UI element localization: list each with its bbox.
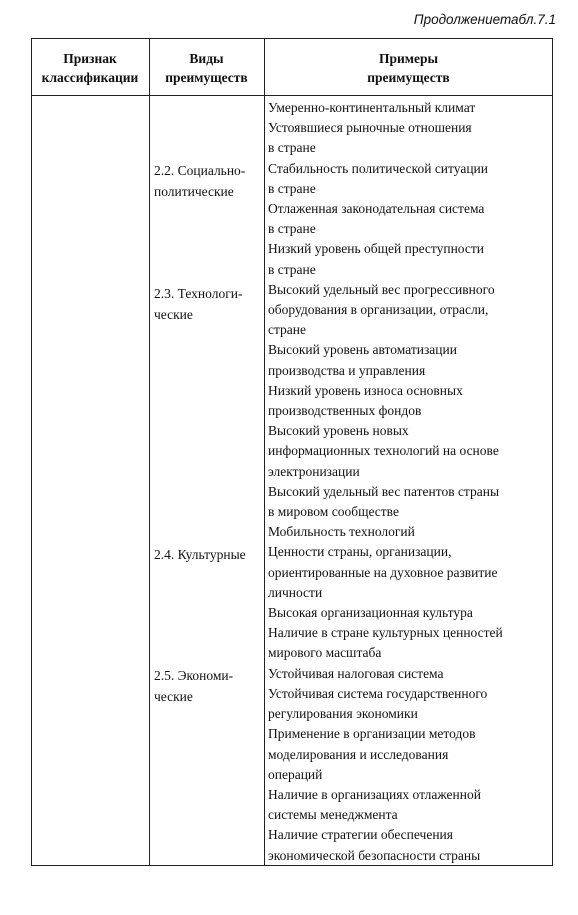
header-divider bbox=[31, 95, 553, 96]
example-line: мирового масштаба bbox=[268, 645, 382, 661]
example-line: Умеренно-континентальный климат bbox=[268, 100, 476, 115]
example-line: Наличие стратегии обеспечения bbox=[268, 827, 453, 843]
example-line: производственных фондов bbox=[268, 403, 422, 419]
group-label-line1: 2.4. Культурные bbox=[154, 547, 246, 562]
example-line: Высокий удельный вес прогрессивного bbox=[268, 281, 495, 297]
example-line: Устойчивая налоговая система bbox=[268, 665, 444, 681]
example-line: Высокий удельный вес патентов страны bbox=[268, 483, 500, 499]
example-line: Устоявшиеся рыночные отношения bbox=[268, 120, 472, 136]
example-line: Применение в организации методов bbox=[268, 726, 476, 742]
header-types-line2: преимуществ bbox=[165, 70, 248, 85]
example-line: экономической безопасности страны bbox=[268, 847, 481, 863]
example-line: регулирования экономики bbox=[268, 706, 418, 722]
example-line: моделирования и исследования bbox=[268, 746, 449, 762]
example-line: Ценности страны, организации, bbox=[268, 544, 452, 560]
example-line: Отлаженная законодательная система bbox=[268, 201, 485, 217]
example-line: информационных технологий на основе bbox=[268, 443, 499, 459]
example-line: Высокая организационная культура bbox=[268, 605, 473, 621]
group-label-line2: политические bbox=[154, 184, 234, 199]
example-line: Устойчивая система государственного bbox=[268, 685, 488, 701]
example-line: Низкий уровень общей преступности bbox=[268, 241, 485, 257]
group-label-line1: 2.3. Технологи- bbox=[154, 286, 243, 301]
table-caption: Продолжениетабл.7.1 bbox=[413, 12, 556, 27]
header-classification-line1: Признак bbox=[63, 51, 117, 66]
example-line: Низкий уровень износа основных bbox=[268, 382, 463, 398]
group-socio-political bbox=[154, 160, 264, 202]
group-label-line1: 2.5. Экономи- bbox=[154, 668, 234, 683]
example-line: Стабильность политической ситуации bbox=[268, 160, 488, 176]
example-line: личности bbox=[268, 584, 323, 600]
example-line: ориентированные на духовное развитие bbox=[268, 564, 498, 580]
example-line: электронизации bbox=[268, 463, 360, 479]
example-line: в стране bbox=[268, 221, 316, 237]
example-line: системы менеджмента bbox=[268, 807, 398, 823]
group-economic bbox=[154, 665, 264, 707]
example-line: в стране bbox=[268, 261, 316, 277]
group-label-line2: ческие bbox=[154, 307, 193, 322]
example-line: стране bbox=[268, 322, 307, 338]
group-technological bbox=[154, 283, 264, 325]
header-classification bbox=[31, 49, 149, 87]
example-line: оборудования в организации, отрасли, bbox=[268, 302, 489, 318]
header-examples bbox=[264, 49, 553, 87]
header-examples-line2: преимуществ bbox=[367, 70, 450, 85]
example-line: Наличие в организациях отлаженной bbox=[268, 786, 481, 802]
example-line: Высокий уровень автоматизации bbox=[268, 342, 457, 358]
example-line: в стране bbox=[268, 180, 316, 196]
example-line: операций bbox=[268, 766, 323, 782]
group-cultural bbox=[154, 544, 264, 565]
header-types bbox=[149, 49, 264, 87]
header-classification-line2: классификации bbox=[41, 70, 139, 85]
column-divider-2 bbox=[264, 38, 265, 866]
group-label-line2: ческие bbox=[154, 689, 193, 704]
group-label-line1: 2.2. Социально- bbox=[154, 163, 246, 178]
example-line: в мировом сообществе bbox=[268, 504, 399, 520]
column-divider-1 bbox=[149, 38, 150, 866]
example-line: Наличие в стране культурных ценностей bbox=[268, 625, 503, 641]
header-types-line1: Виды bbox=[189, 51, 224, 66]
examples-column bbox=[268, 98, 550, 866]
example-line: Высокий уровень новых bbox=[268, 423, 409, 439]
example-line: в стране bbox=[268, 140, 316, 156]
example-line: производства и управления bbox=[268, 362, 426, 378]
example-line: Мобильность технологий bbox=[268, 524, 415, 540]
header-examples-line1: Примеры bbox=[378, 51, 439, 66]
